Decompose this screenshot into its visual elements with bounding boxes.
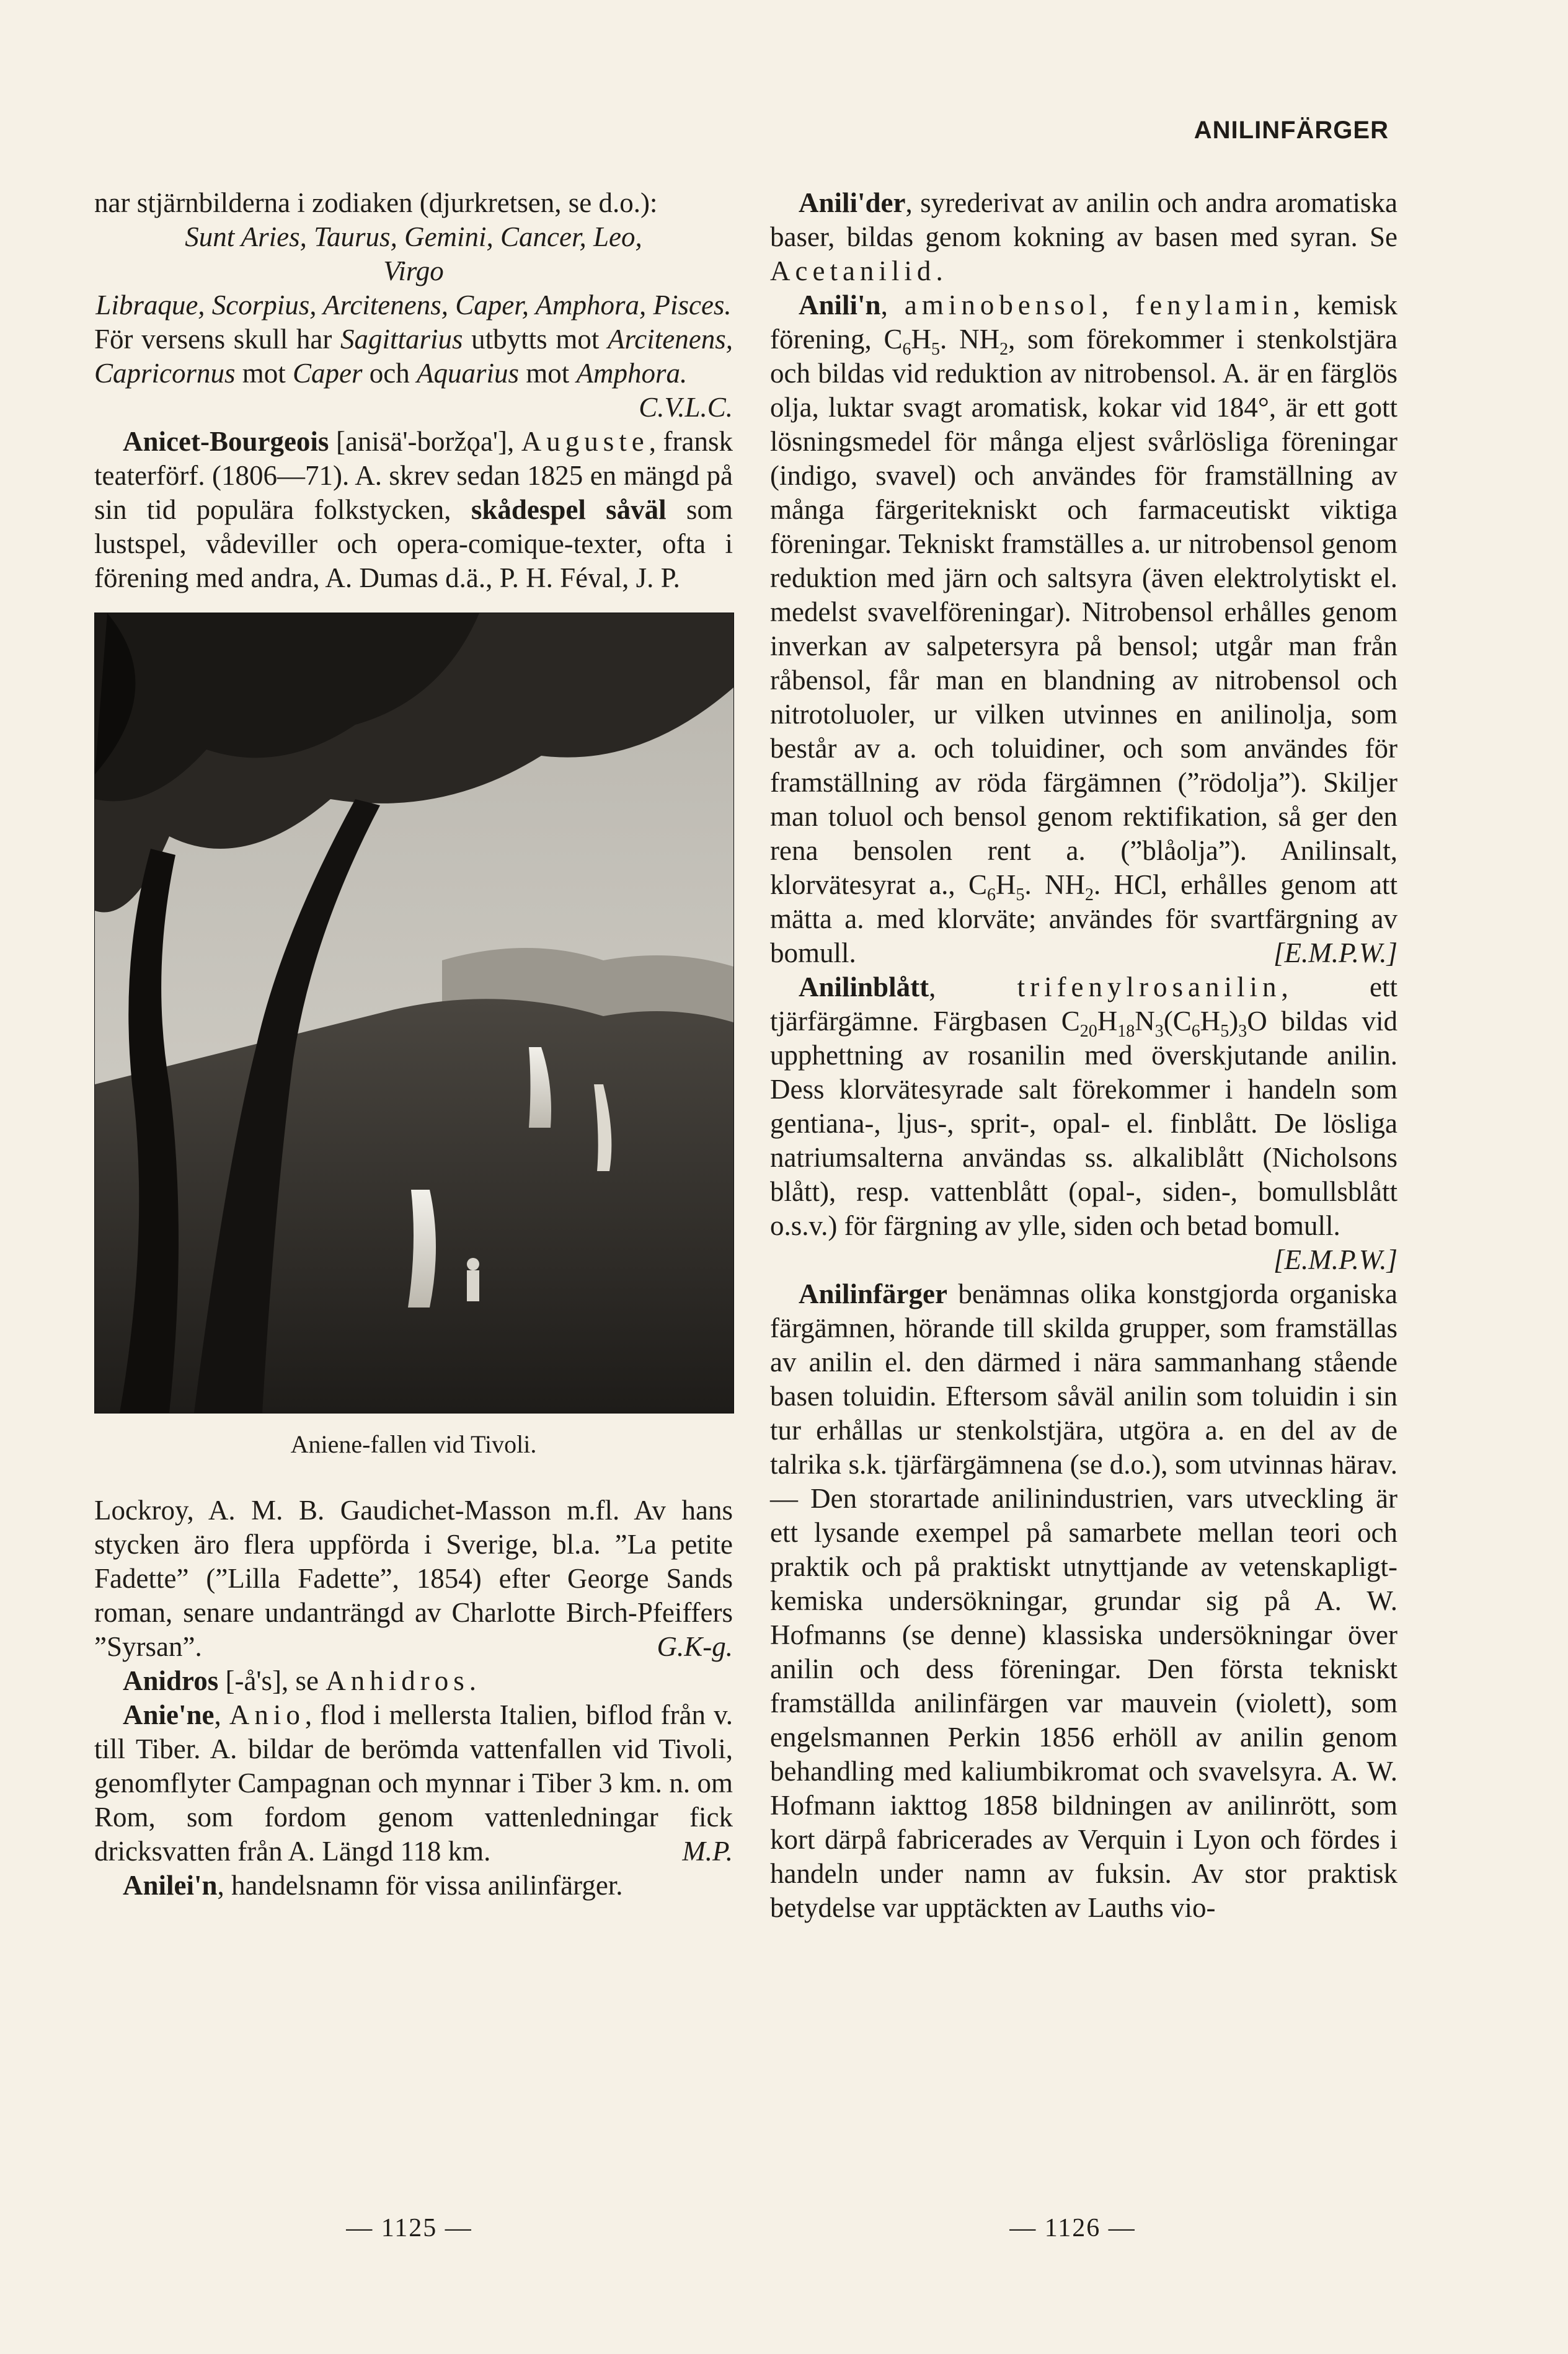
signature: C.V.L.C. [639, 392, 733, 423]
right-column [770, 186, 1397, 1925]
entry-anilein: Anilei'n, handelsnamn för vissa anilinfärger. [123, 1870, 623, 1901]
entry-anicet-bourgeois: Anicet-Bourgeois [anisä'-boržǫa'], Auguste, fransk teaterförf. (1806—71). A. skrev sedan 1825 en mängd på sin tid populära folkstycken, skådespel såväl som lustspel, vådeviller och opera-comique-texter, ofta i förening med andra, A. Dumas d.ä., P. H. Féval, J. P. [94, 426, 733, 593]
page-number-right: — 1126 — [1009, 2214, 1136, 2242]
entry-anilinblatt: Anilinblått, trifenylrosanilin, ett tjärfärgämne. Färgbasen $C_{20}H_{18}N_3(C_6H_5)_3O$ bildas vid upphettning av rosanilin med överskjutande anilin. Dess klorvätesyrade salt förekommer i handeln som gentiana-, ljus-, sprit-, opal- el. finblått. De lösliga natriumsalterna användas ss. alkaliblått (Nicholsons blått), resp. vattenblått (opal-, siden-, bomullsblått o.s.v.) för färgning av ylle, siden och betad bomull. [E.M.P.W.] [770, 970, 1397, 1243]
waterfall-photograph [95, 613, 733, 1413]
entry-aniene: Anie'ne, Anio, flod i mellersta Italien, biflod från v. till Tiber. A. bildar de berömda vattenfallen vid Tivoli, genomflyter Campagnan och mynnar i Tiber 3 km. n. om Rom, som fordom genom vattenledningar fick dricksvatten från A. Längd 118 km. M.P. [94, 1698, 733, 1869]
headword: Anilinfärger [799, 1278, 947, 1309]
running-head: ANILINFÄRGER [1194, 117, 1389, 144]
headword: Anicet-Bourgeois [123, 426, 329, 457]
verse-line-1: Sunt Aries, Taurus, Gemini, Cancer, Leo, [185, 221, 642, 252]
signature: M.P. [682, 1836, 733, 1867]
entry-anicet-continued: Lockroy, A. M. B. Gaudichet-Masson m.fl. Av hans stycken äro flera uppförda i Sverige, bl.a. ”La petite Fadette” (”Lilla Fadette”, 1854) efter George Sands roman, senare undanträngd av Charlotte Birch-Pfeiffers ”Syrsan”. G.K-g. [94, 1493, 733, 1664]
verse-line-2: Virgo [383, 255, 444, 286]
entry-anilin: Anili'n, aminobensol, fenylamin, kemisk förening, $C_6H_5$. $NH_2$, som förekommer i stenkolstjära och bildas vid reduktion av nitrobensol. A. är en färglös olja, luktar svagt aromatisk, kokar vid 184°, är ett gott lösningsmedel för många eljest svårlösliga föreningar (indigo, svavel) och användes för framställning av många färgeritekniskt och farmaceutiskt viktiga föreningar. Tekniskt framställes a. ur nitrobensol genom reduktion med järn och saltsyra (även elektrolytiskt el. medelst svavelföreningar). Nitrobensol erhålles genom inverkan av salpetersyra på bensol; utgår man från råbensol, får man en blandning av nitrobensol och nitrotoluoler, ur vilken utvinnes en anilinolja, som består av a. och toluidiner, och som användes för framställning av röda färgämnen (”rödolja”). Skiljer man toluol och bensol genom rektifikation, så ger den rena bensolen rent a. (”blåolja”). Anilinsalt, klorvätesyrat a., $C_6H_5$. $NH_2$. HCl, erhålles genom att mätta a. med klorväte; användes för svartfärgning av bomull. [E.M.P.W.] [770, 288, 1397, 970]
verse-line-3: Libraque, Scorpius, Arcitenens, Caper, Amphora, Pisces. [95, 290, 732, 321]
headword: Anilei'n [123, 1870, 218, 1901]
signature: [E.M.P.W.] [1273, 1244, 1397, 1275]
left-column [94, 186, 733, 1903]
photo-aniene-falls [94, 613, 734, 1414]
headword: Anilinblått [799, 971, 929, 1002]
headword: Anili'der [799, 187, 906, 218]
headword: Anie'ne [123, 1699, 215, 1730]
entry-anidros: Anidros [-å's], se Anhidros. [123, 1665, 477, 1696]
entry-anilinfarger: Anilinfärger benämnas olika konstgjorda organiska färgämnen, hörande till skilda grupper, som framställas av anilin el. den därmed i nära sammanhang stående basen toluidin. Eftersom såväl anilin som toluidin i sin tur erhållas ur stenkolstjära, utgöra a. en del av de talrika s.k. tjärfärgämnena (se d.o.), som utvinnas härav. — Den storartade anilinindustrien, vars utveckling är ett lysande exempel på samarbete mellan teori och praktik och på praktiskt utnyttjande av vetenskapligt-kemiska undersökningar, grundar sig på A. W. Hofmanns (se denne) klassiska undersökningar över anilin och dess föreningar. Den första tekniskt framställda anilinfärgen var mauvein (violett), som engelsmannen Perkin 1856 erhöll av anilin genom behandling med kaliumbikromat och svavelsyra. A. W. Hofmann iakttog 1858 bildningen av anilinrött, som kort därpå fabricerades av Verquin i Lyon och fördes i handeln under namn av fuksin. Av stor praktisk betydelse var upptäckten av Lauths vio- [770, 1278, 1397, 1923]
signature: [E.M.P.W.] [1273, 937, 1397, 968]
headword: Anidros [123, 1665, 219, 1696]
entry-anilider: Anili'der, syrederivat av anilin och andra aromatiska baser, bildas genom kokning av basen med syran. Se Acetanilid. [770, 187, 1397, 286]
verse-note: För versens skull har Sagittarius utbytts mot Arcitenens, Capricornus mot Caper och Aquarius mot Amphora. C.V.L.C. [94, 322, 733, 391]
headword: Anili'n [799, 290, 881, 321]
photo-caption: Aniene-fallen vid Tivoli. [290, 1430, 537, 1458]
signature: G.K-g. [657, 1631, 733, 1662]
page-number-left: — 1125 — [346, 2214, 472, 2242]
zodiac-intro: nar stjärnbilderna i zodiaken (djurkretsen, se d.o.): [94, 187, 658, 218]
